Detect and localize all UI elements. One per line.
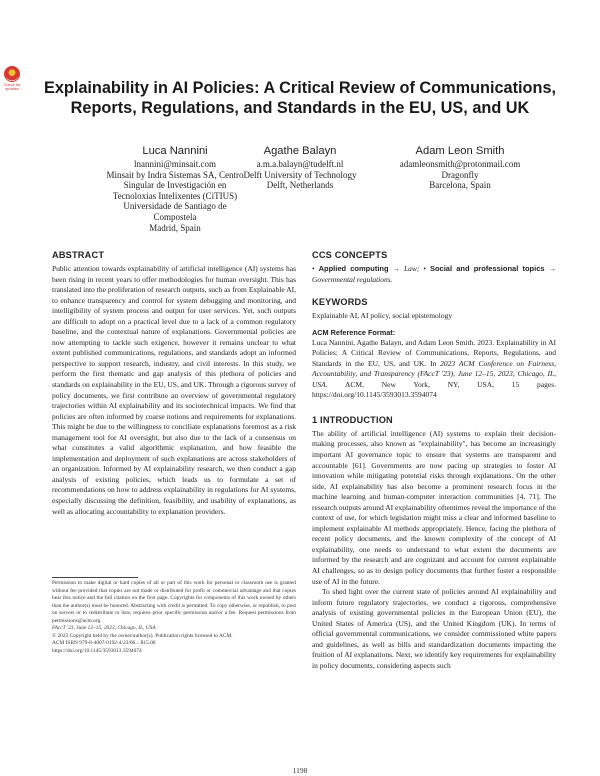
introduction-paragraph-2: To shed light over the current state of policies around AI explainability and inform future regulatory trajectories, we conduct a rigorous, comprehensive analysis of existing governmental policies in the European Union (EU), the United States of America (US), and the United Kingdom (UK). In terms of official governmental communications, we consider commissioned white papers and guidelines, as well as bills and standardization documents impacting the fruition of AI explanations. Next, we identify key requirements for explainability in policy documents, considering aspects such <box>312 587 556 670</box>
author-block-2 <box>225 145 375 191</box>
keywords-text: Explainable AI, AI policy, social epistemology <box>312 311 453 321</box>
author-affiliation: Delft University of Technology <box>243 169 357 180</box>
check-for-updates-label: Check for updates <box>3 82 21 91</box>
copyright-footnote <box>52 580 296 655</box>
author-block-3 <box>385 145 535 191</box>
reference-format-text <box>312 338 556 401</box>
introduction-paragraph-1: The ability of artificial intelligence (AI) systems to explain their decision-making processes, also known as "explainability", has become an increasingly important AI governance topic to ensure that systems are transparent and accountable [61]. Governments are now pacing up strategies to foster AI innovation while mitigating potential risks through explanations. On the other side, AI explainability has also become a prominent research focus in the machine learning and human-computer interaction communities [4, 71]. The research outputs around AI explainability oftentimes reveal the importance of the context of use, for which legislation might miss a clear and informed baseline to implement explainable AI methods appropriately. Hence, facing the plethora of recent policy documents, and the known complexity of the concept of AI explainability, one needs to understand to what extent the documents are informed by the research and are cognizant and account for current explainable AI challenges, so as to design policy documents that further foster a responsible use of AI in the future. <box>312 428 556 586</box>
ccs-item-regulations: → Governmental regulations. <box>312 264 557 284</box>
right-column <box>312 249 556 672</box>
venue-line: FAccT '23, June 12–15, 2023, Chicago, IL, USA <box>52 625 156 631</box>
author-email: adamleonsmith@protonmail.com <box>399 159 521 169</box>
doi-link[interactable]: https://doi.org/10.1145/3593013.3594074 <box>52 647 142 654</box>
ccs-item-social-topics: Social and professional topics <box>429 264 545 273</box>
permission-text: Permission to make digital or hard copies of all or part of this work for personal or classroom use is granted without fee provided that copies are not made or distributed for profit or commercial advantage and that copies bear this notice and the full citation on the first page. Copyrights for components of this work owned by others than the author(s) must be honored. Abstracting with credit is permitted. To copy otherwise, or republish, to post on servers or to redistribute to lists, requires prior specific permission and/or a fee. Request permissions from permissions@acm.org. <box>52 580 296 624</box>
reference-authors-title: Luca Nannini, Agathe Balayn, and Adam Leon Smith. 2023. Explainability in AI Policies: A Critical Review of Communications, Reports, Regulations, and Standards in the EU, US, and UK. In <box>312 337 556 368</box>
author-affiliation: Dragonfly <box>441 169 479 180</box>
author-location: Delft, Netherlands <box>266 180 334 191</box>
footnote-rule <box>52 577 138 578</box>
author-block-1 <box>105 145 245 233</box>
abstract-text: Public attention towards explainability of artificial intelligence (AI) systems has been rising in recent years to offer methodologies for human oversight. This has translated into the proliferation of research outputs, such as from Explainable AI, to enhance transparency and control for system debugging and monitoring, and intelligibility of system process and output for user services. Yet, such outputs are difficult to adopt on a practical level due to a lack of a common regulatory baseline, and the contextual nature of explanations. Governmental policies are now attempting to tackle such exigence, however it remains unclear to what extent published communications, regulations, and standards adopt an informed perspective to support research, industry, and civil interests. In this study, we perform the first thematic and gap analysis of this plethora of policies and standards on explainability in the EU, US, and UK. Through a rigorous survey of policy documents, we first contribute an overview of governmental regulatory trajectories within AI explainability and its sociotechnical impacts. We find that policies are often informed by coarse notions and requirements for explanations. This might be due to the willingness to conciliate explanations foremost as a risk management tool for AI oversight, but also due to the lack of a consensus on what constitutes a valid algorithmic explanation, and how feasible the implementation and deployment of such explanations are across stakeholders of an organization. Informed by AI explainability research, we then conduct a gap analysis of existing policies, which leads us to formulate a set of recommendations on how to address explainability in regulations for AI systems, especially discussing the definition, feasibility, and usability of explanations, as well as allocating accountability to explanation providers. <box>52 264 296 516</box>
page-number: 1198 <box>292 766 308 775</box>
author-location: Madrid, Spain <box>149 222 201 233</box>
isbn-line: ACM ISBN 979-8-4007-0192-4/23/06... $15.00 <box>52 640 156 646</box>
ccs-item-law: → Law; <box>392 264 420 273</box>
ccs-concepts <box>312 264 556 285</box>
author-location: Barcelona, Spain <box>429 180 491 191</box>
keywords-heading: KEYWORDS <box>312 297 368 308</box>
bullet: • <box>423 264 427 273</box>
paper-title: Explainability in AI Policies: A Critical Review of Communications, Reports, Regulations, and Standards in the EU, US, and UK <box>43 79 557 117</box>
reference-format-heading: ACM Reference Format: <box>312 327 396 337</box>
author-email: lnannini@minsait.com <box>133 159 217 169</box>
left-column <box>52 249 296 517</box>
reference-tail: ACM, New York, NY, USA, 15 pages. https://doi.org/10.1145/3593013.3594074 <box>312 379 556 400</box>
check-for-updates-icon <box>4 66 20 82</box>
check-for-updates-badge[interactable] <box>2 66 22 91</box>
author-email: a.m.a.balayn@tudelft.nl <box>256 159 344 169</box>
ccs-heading: CCS CONCEPTS <box>312 250 388 260</box>
author-name: Agathe Balayn <box>263 145 337 157</box>
copyright-line: © 2023 Copyright held by the owner/author(s). Publication rights licensed to ACM. <box>52 632 233 639</box>
reference-venue: 2023 ACM Conference on Fairness, Accountability, and Transparency (FAccT '23), June 12–15, 2023, Chicago, IL, USA. <box>312 358 556 389</box>
introduction-heading: 1 INTRODUCTION <box>312 414 393 425</box>
bullet: • <box>312 264 315 273</box>
author-name: Adam Leon Smith <box>415 145 505 157</box>
abstract-heading: ABSTRACT <box>52 250 105 260</box>
ccs-item-applied-computing: Applied computing <box>318 264 389 273</box>
author-name: Luca Nannini <box>142 145 208 157</box>
author-affiliation: Minsait by Indra Sistemas SA, Centro Singular de Investigación en Tecnoloxías Intelixentes (CiTIUS) Universidade de Santiago de Compostela <box>106 169 244 222</box>
